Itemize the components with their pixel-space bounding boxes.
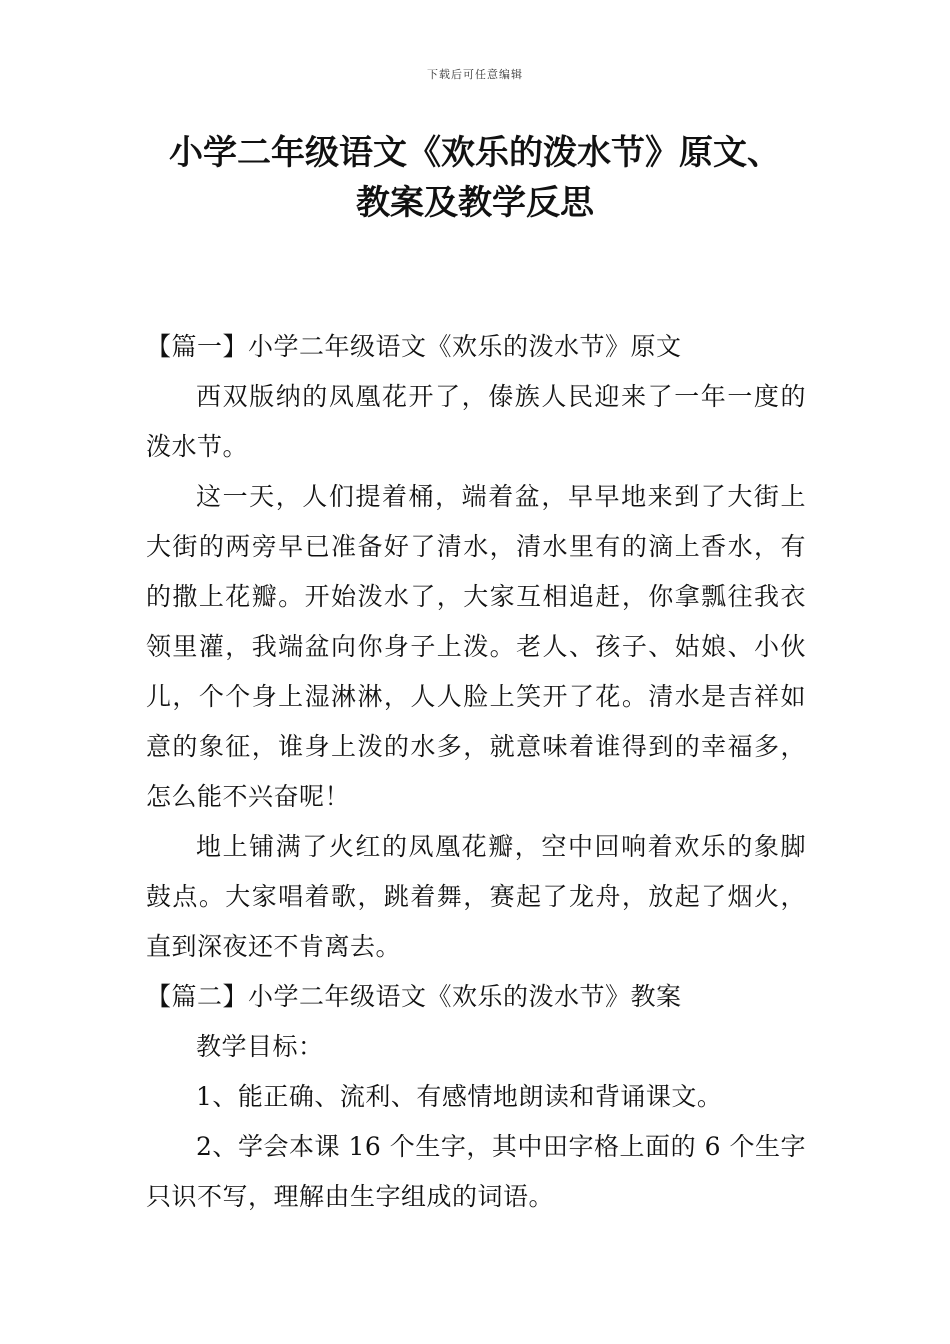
goal-item-2: 2、学会本课 16 个生字，其中田字格上面的 6 个生字只识不写，理解由生字组成的词语。 [146,1132,806,1211]
teaching-goals-label: 教学目标： [196,1032,324,1061]
paragraph-2: 这一天，人们提着桶，端着盆，早早地来到了大街上大街的两旁早已准备好了清水，清水里有的滴上香水，有的撒上花瓣。开始泼水了，大家互相追赶，你拿瓢往我衣领里灌，我端盆向你身子上泼。老人、孩子、姑娘、小伙儿，个个身上湿淋淋，人人脸上笑开了花。清水是吉祥如意的象征，谁身上泼的水多，就意味着谁得到的幸福多，怎么能不兴奋呢！ [146,482,806,811]
header-note: 下载后可任意编辑 [427,68,523,81]
document-title [60,128,890,228]
paragraph-3: 地上铺满了火红的凤凰花瓣，空中回响着欢乐的象脚鼓点。大家唱着歌，跳着舞，赛起了龙舟，放起了烟火，直到深夜还不肯离去。 [146,832,806,961]
document-body [146,322,806,1222]
paragraph-1: 西双版纳的凤凰花开了，傣族人民迎来了一年一度的泼水节。 [146,382,806,461]
section-heading-2: 【篇二】小学二年级语文《欢乐的泼水节》教案 [146,982,682,1011]
title-line-1: 小学二年级语文《欢乐的泼水节》原文、 [169,133,781,173]
title-line-2: 教案及教学反思 [356,183,594,223]
section-heading-1: 【篇一】小学二年级语文《欢乐的泼水节》原文 [146,332,682,361]
goal-item-1: 1、能正确、流利、有感情地朗读和背诵课文。 [196,1082,723,1111]
